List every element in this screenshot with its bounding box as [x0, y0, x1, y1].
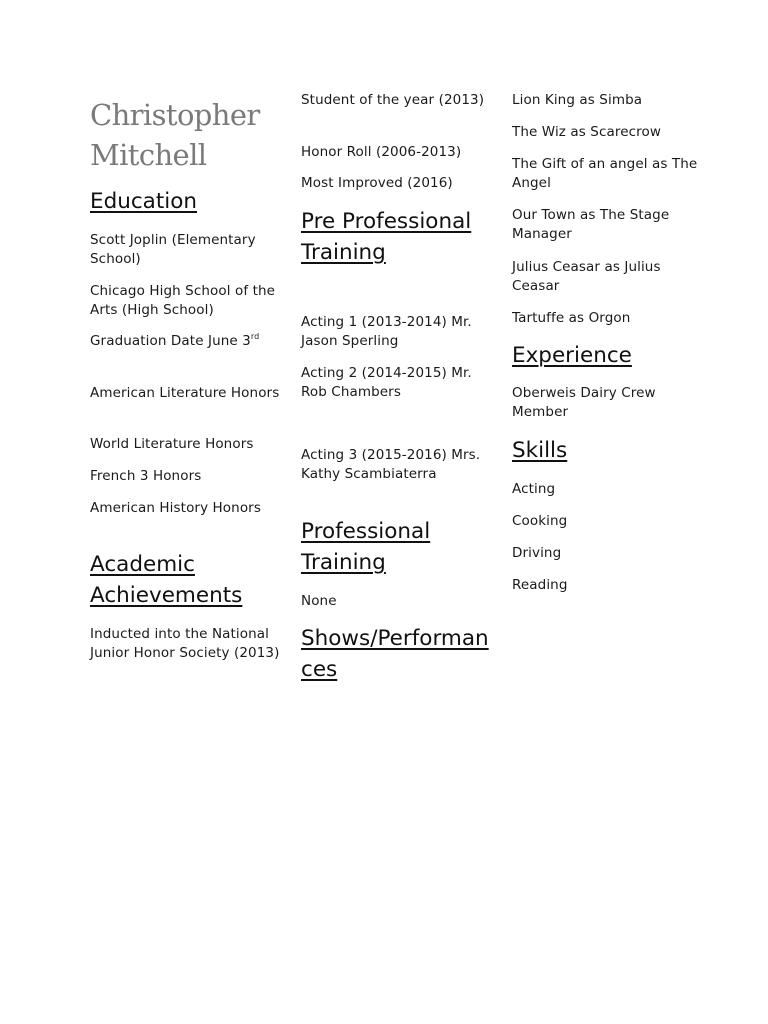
education-item: Scott Joplin (Elementary School): [90, 232, 256, 267]
professional-heading: Professional Training: [301, 519, 431, 575]
pre-professional-item: Acting 1 (2013-2014) Mr. Jason Sperling: [301, 314, 472, 349]
skills-heading: Skills: [512, 438, 568, 463]
academic-item: Most Improved (2016): [301, 175, 453, 191]
education-item: World Literature Honors: [90, 436, 254, 452]
education-item-graduation: Graduation Date June 3rd: [90, 332, 260, 349]
education-item: Chicago High School of the Arts (High School): [90, 283, 276, 318]
show-item: Lion King as Simba: [512, 92, 643, 108]
show-item: Tartuffe as Orgon: [512, 310, 631, 326]
show-item: Our Town as The Stage Manager: [512, 207, 670, 242]
professional-item: None: [301, 593, 337, 609]
education-item: French 3 Honors: [90, 468, 202, 484]
show-item: Julius Ceasar as Julius Ceasar: [512, 259, 661, 294]
education-heading: Education: [90, 189, 198, 214]
skill-item: Cooking: [512, 513, 568, 529]
show-item: The Wiz as Scarecrow: [512, 124, 661, 140]
academic-item: Honor Roll (2006-2013): [301, 144, 462, 160]
skill-item: Reading: [512, 577, 568, 593]
experience-heading: Experience: [512, 343, 632, 368]
ordinal-suffix: rd: [250, 332, 260, 341]
pre-professional-heading: Pre Professional Training: [301, 209, 472, 265]
shows-heading: Shows/Performances: [301, 626, 489, 682]
skill-item: Acting: [512, 481, 556, 497]
first-name: Christopher: [90, 98, 260, 132]
pre-professional-item: Acting 3 (2015-2016) Mrs. Kathy Scambiaterra: [301, 447, 481, 482]
last-name: Mitchell: [90, 138, 207, 172]
education-item: American History Honors: [90, 500, 261, 516]
name-title: [90, 95, 280, 175]
experience-item: Oberweis Dairy Crew Member: [512, 385, 656, 420]
education-item: American Literature Honors: [90, 385, 280, 401]
academic-heading: Academic Achievements: [90, 552, 243, 608]
skill-item: Driving: [512, 545, 562, 561]
show-item: The Gift of an angel as The Angel: [512, 156, 698, 191]
pre-professional-item: Acting 2 (2014-2015) Mr. Rob Chambers: [301, 365, 472, 400]
academic-item: Inducted into the National Junior Honor Society (2013): [90, 626, 280, 661]
academic-item: Student of the year (2013): [301, 92, 485, 108]
